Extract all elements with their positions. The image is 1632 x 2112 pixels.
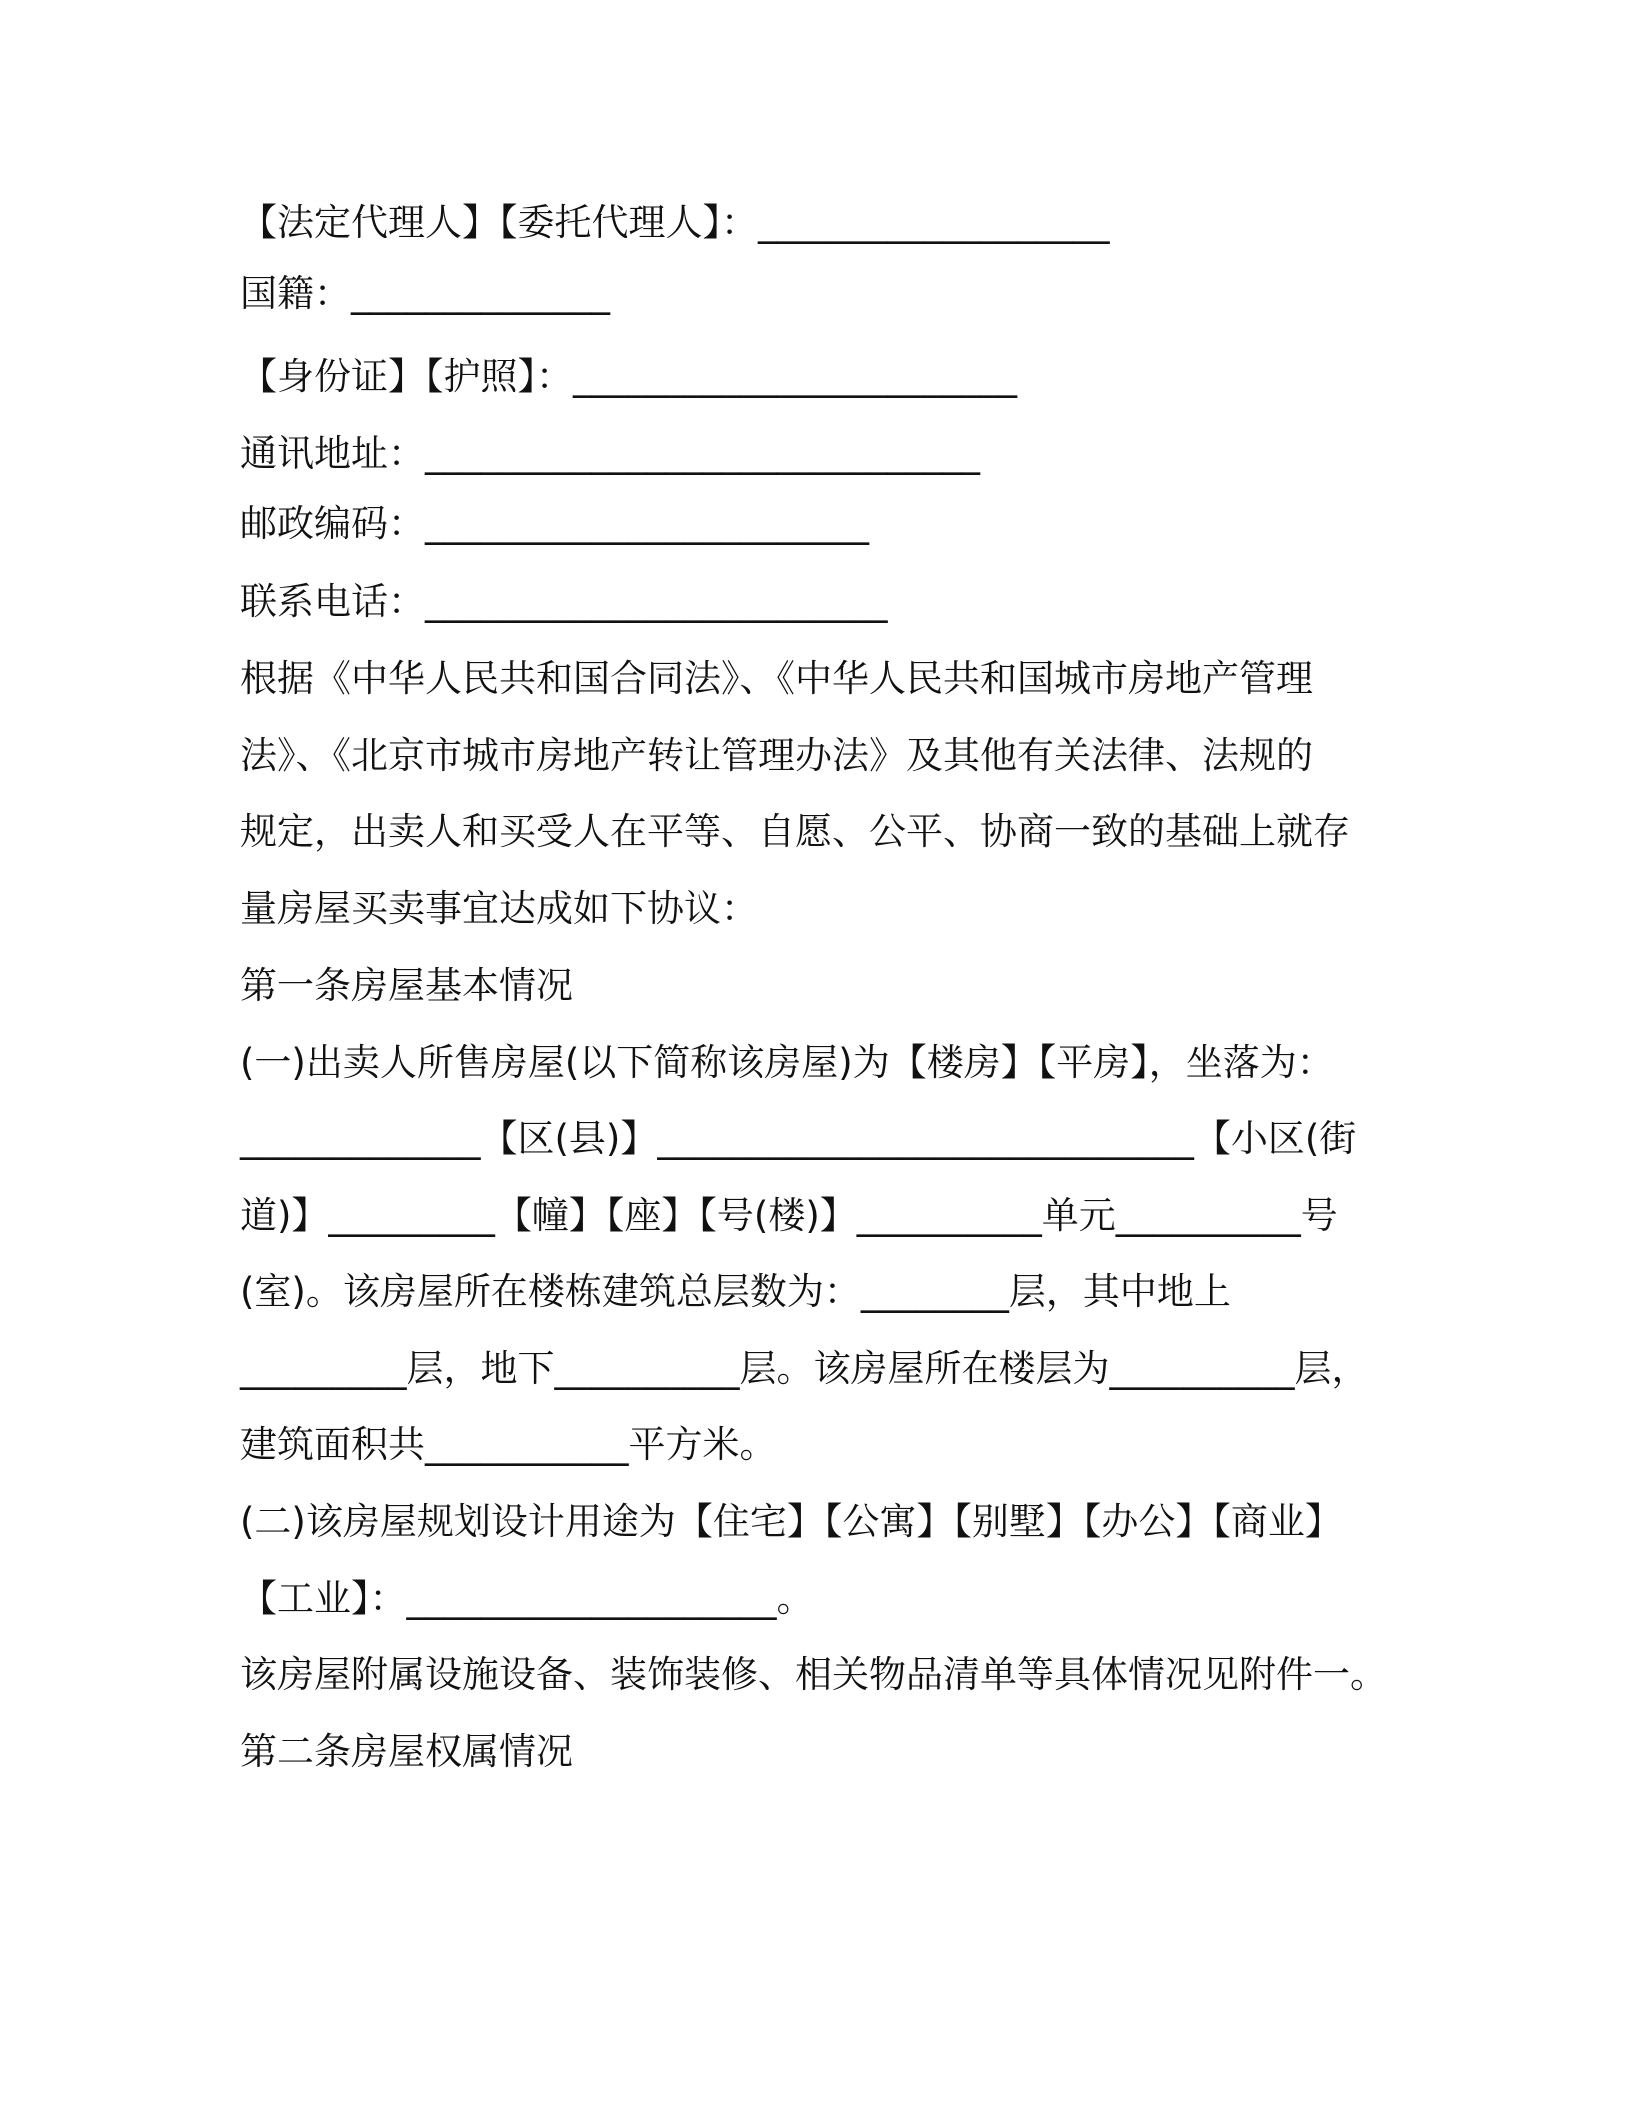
attachment-note-line: 该房屋附属设施设备、装饰装修、相关物品清单等具体情况见附件一。 <box>240 1653 1387 1696</box>
article-1-item-2-line-2: 【工业】：____________________。 <box>240 1577 814 1620</box>
agent-line: 【法定代理人】【委托代理人】：___________________ <box>240 201 1110 244</box>
article-1-item-2-line-1: (二)该房屋规划设计用途为【住宅】【公寓】【别墅】【办公】【商业】 <box>240 1500 1342 1543</box>
article-1-item-1-line-2: _____________【区(县)】_____________________________【小区(街 <box>240 1117 1357 1160</box>
article-1-item-1-line-4: (室)。该房屋所在楼栋建筑总层数为：________层，其中地上 <box>240 1270 1231 1313</box>
preamble-line-2: 法》、《北京市城市房地产转让管理办法》及其他有关法律、法规的 <box>240 734 1313 777</box>
article-1-heading: 第一条房屋基本情况 <box>240 964 573 1007</box>
id-passport-line: 【身份证】【护照】：________________________ <box>240 355 1017 398</box>
address-line: 通讯地址：______________________________ <box>240 432 980 475</box>
preamble-line-1: 根据《中华人民共和国合同法》、《中华人民共和国城市房地产管理 <box>240 657 1313 700</box>
article-1-item-1-line-1: (一)出卖人所售房屋(以下简称该房屋)为【楼房】【平房】，坐落为： <box>240 1041 1334 1084</box>
article-1-item-1-line-3: 道)】_________【幢】【座】【号(楼)】__________单元__________号 <box>240 1194 1338 1237</box>
article-1-item-1-line-5: _________层，地下__________层。该房屋所在楼层为__________层， <box>240 1347 1369 1390</box>
nationality-line: 国籍：______________ <box>240 272 610 315</box>
article-1-item-1-line-6: 建筑面积共___________平方米。 <box>240 1423 777 1466</box>
preamble-line-3: 规定，出卖人和买受人在平等、自愿、公平、协商一致的基础上就存 <box>240 810 1350 853</box>
preamble-line-4: 量房屋买卖事宜达成如下协议： <box>240 887 758 930</box>
postal-code-line: 邮政编码：________________________ <box>240 502 869 545</box>
phone-line: 联系电话：_________________________ <box>240 580 888 623</box>
article-2-heading: 第二条房屋权属情况 <box>240 1730 573 1773</box>
